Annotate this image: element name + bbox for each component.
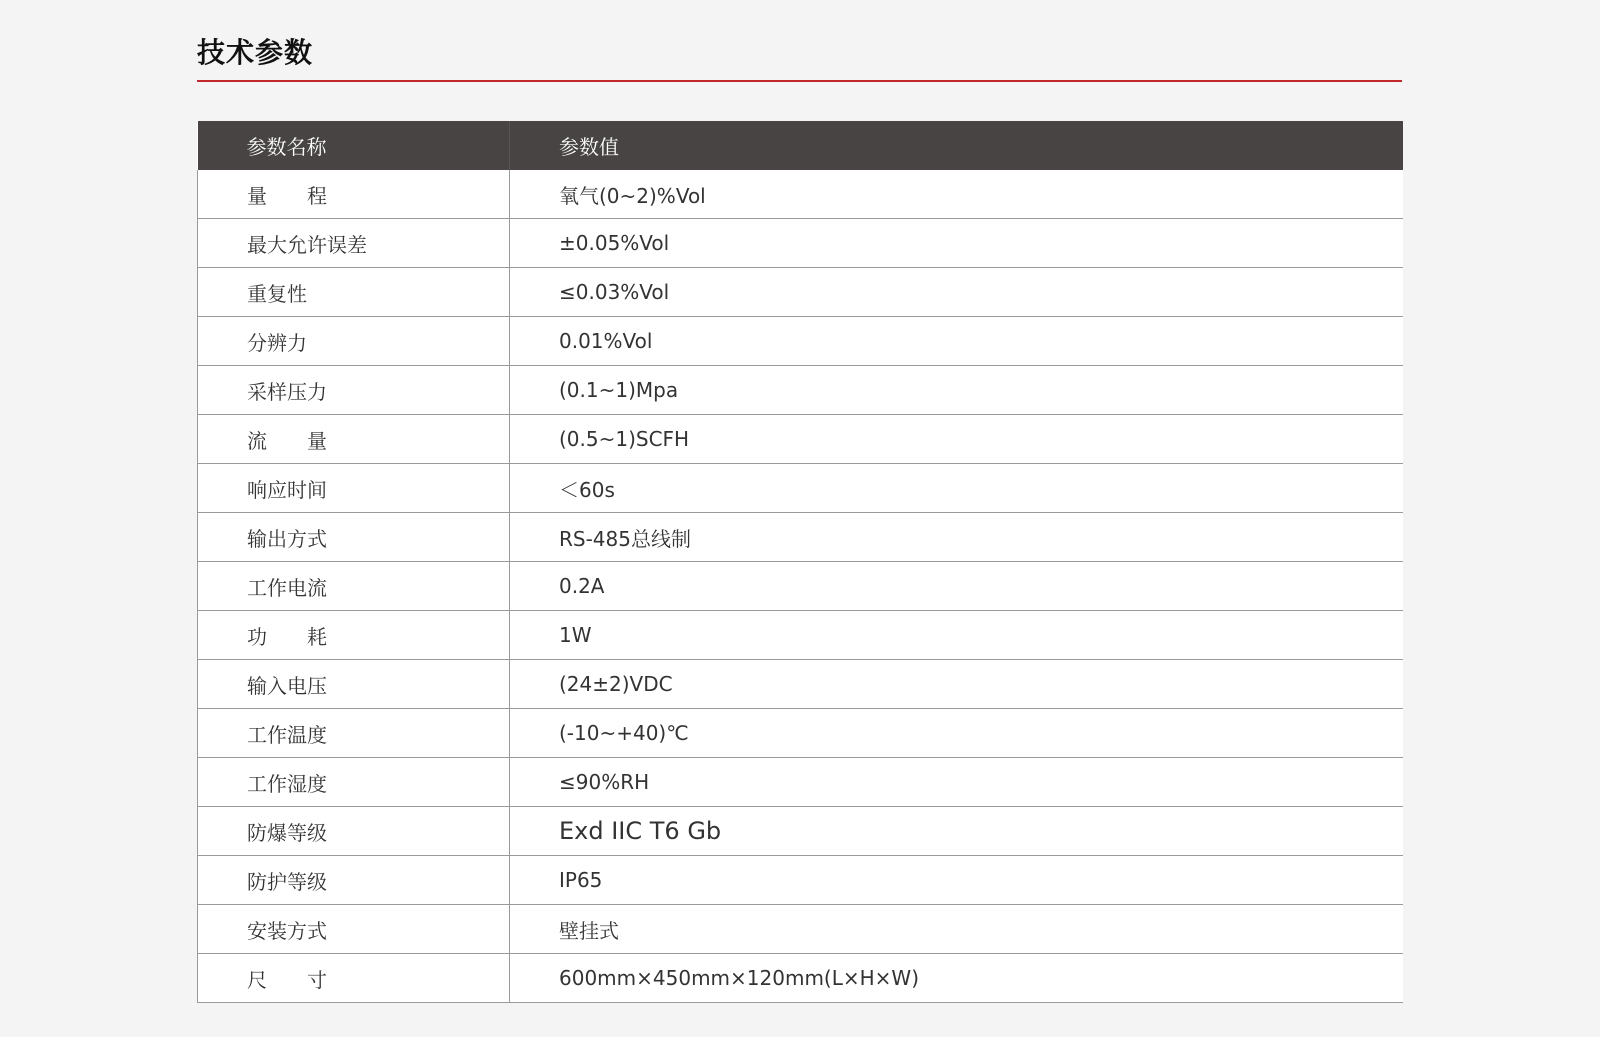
- param-name: 尺 寸: [198, 954, 510, 1003]
- table-row: [198, 366, 1403, 415]
- table-row: [198, 268, 1403, 317]
- table-row: [198, 709, 1403, 758]
- param-name: 响应时间: [198, 464, 510, 513]
- param-value: 600mm×450mm×120mm(L×H×W): [510, 954, 1403, 1003]
- param-name: 重复性: [198, 268, 510, 317]
- table-row: [198, 317, 1403, 366]
- param-name: 工作电流: [198, 562, 510, 611]
- param-name: 功 耗: [198, 611, 510, 660]
- table-row: [198, 219, 1403, 268]
- table-row: [198, 415, 1403, 464]
- param-value: ≤90%RH: [510, 758, 1403, 807]
- table-header-row: [198, 121, 1403, 170]
- table-row: [198, 807, 1403, 856]
- header-param-value: 参数值: [510, 121, 1403, 170]
- table-row: [198, 856, 1403, 905]
- spec-table: [197, 121, 1403, 1003]
- param-name: 工作温度: [198, 709, 510, 758]
- param-value: (-10~+40)℃: [510, 709, 1403, 758]
- table-row: [198, 758, 1403, 807]
- param-name: 流 量: [198, 415, 510, 464]
- table-row: [198, 611, 1403, 660]
- param-name: 采样压力: [198, 366, 510, 415]
- param-name: 安装方式: [198, 905, 510, 954]
- table-row: [198, 660, 1403, 709]
- table-row: [198, 562, 1403, 611]
- param-value: 0.01%Vol: [510, 317, 1403, 366]
- param-value: ≤0.03%Vol: [510, 268, 1403, 317]
- param-value: 1W: [510, 611, 1403, 660]
- param-name: 输入电压: [198, 660, 510, 709]
- param-name: 输出方式: [198, 513, 510, 562]
- header-param-name: 参数名称: [198, 121, 510, 170]
- param-value: (0.1~1)Mpa: [510, 366, 1403, 415]
- param-name: 量 程: [198, 170, 510, 219]
- param-value: 壁挂式: [510, 905, 1403, 954]
- param-name: 最大允许误差: [198, 219, 510, 268]
- table-row: [198, 905, 1403, 954]
- param-value: ±0.05%Vol: [510, 219, 1403, 268]
- param-value: IP65: [510, 856, 1403, 905]
- param-value: (0.5~1)SCFH: [510, 415, 1403, 464]
- tech-params-section: [197, 30, 1402, 1003]
- param-value: (24±2)VDC: [510, 660, 1403, 709]
- param-value: 0.2A: [510, 562, 1403, 611]
- param-value: 氧气(0~2)%Vol: [510, 170, 1403, 219]
- title-underline: [197, 80, 1402, 82]
- table-row: [198, 513, 1403, 562]
- table-row: [198, 170, 1403, 219]
- param-value: RS-485总线制: [510, 513, 1403, 562]
- table-row: [198, 954, 1403, 1003]
- param-name: 防护等级: [198, 856, 510, 905]
- param-name: 工作湿度: [198, 758, 510, 807]
- section-title: 技术参数: [197, 36, 314, 69]
- param-value: ＜60s: [510, 464, 1403, 513]
- param-name: 防爆等级: [198, 807, 510, 856]
- param-value: Exd IIC T6 Gb: [510, 807, 1403, 856]
- table-row: [198, 464, 1403, 513]
- param-name: 分辨力: [198, 317, 510, 366]
